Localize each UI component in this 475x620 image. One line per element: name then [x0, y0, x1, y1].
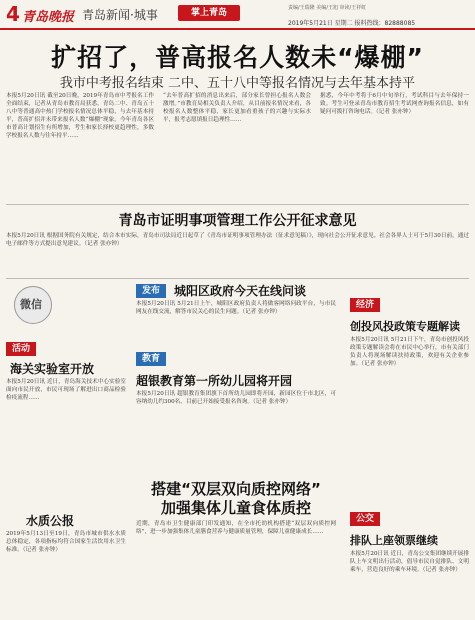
- wechat-label: 微信: [20, 298, 42, 311]
- event-body: 本报5月20日讯 近日，青岛海关技术中心实验室面向市民开放，市民可现场了解进出口商品检验检疫流程……: [6, 379, 126, 401]
- mid-body-2: 本报5月20日讯 超银教育集团旗下首所幼儿园即将开园，新园区位于市北区，可容纳幼儿约300名，目前已开始接受报名咨询。（记者 张亦钟）: [136, 391, 336, 405]
- bus-tag: 公交: [350, 512, 380, 526]
- right-title-2: 排队上座领票继续: [350, 534, 438, 547]
- edu-tag: 教育: [136, 352, 166, 366]
- second-headline: 青岛市证明事项管理工作公开征求意见: [118, 213, 357, 229]
- mid-title-3: 搭建“双层双向质控网络”: [151, 480, 321, 498]
- water-body: 2019年5月13日至19日，青岛市城市供水水质总体稳定，各项指标均符合国家生活饮用水卫生标准。（记者 张亦钟）: [6, 531, 126, 553]
- right-body-2: 本报5月20日讯 近日，青岛公交集团继续开展排队上车文明出行活动，倡导市民自觉排队、文明乘车，营造良好的乘车环境。（记者 张亦钟）: [350, 551, 469, 573]
- second-body: 本报5月20日讯 根据国务院有关规定，结合本市实际，青岛市司法局近日起草了《青岛市证明事项管理办法（征求意见稿）》，现向社会公开征求意见。社会各界人士可于5月30日前，通过电子邮件等方式提出意见建议。（记者 张亦钟）: [6, 233, 469, 247]
- lead-subhead: 我市中考报名结束 二中、五十八中等报名情况与去年基本持平: [59, 76, 416, 91]
- header-rule: [0, 28, 475, 30]
- app-button[interactable]: 掌上青岛: [178, 5, 240, 21]
- mid-title-2: 超银教育第一所幼儿园将开园: [136, 374, 293, 388]
- mid-body-1: 本报5月20日讯 5月21日上午，城阳区政府负责人将做客网络问政平台，与市民网友在线交流，解答市民关心的民生问题。（记者 张亦钟）: [136, 301, 336, 315]
- page-header: [0, 0, 475, 30]
- divider: [6, 278, 469, 279]
- wechat-ad[interactable]: [6, 282, 56, 338]
- event-title: 海关实验室开放: [10, 362, 95, 376]
- lead-column-2: “去年普高扩招的消息出来后，部分家长曾担心报名人数会激增。”市教育局相关负责人介绍，从目前报名情况来看，各校报名人数整体平稳，家长更加看重孩子的兴趣与实际水平，报考志愿填报日趋理性……: [163, 93, 311, 123]
- paper-name: 青岛晚报: [22, 10, 75, 25]
- section-title: 青岛新闻·城事: [82, 8, 158, 22]
- economy-tag: 经济: [350, 298, 380, 312]
- lead-headline: 扩招了，普高报名人数未“爆棚”: [51, 43, 424, 72]
- release-tag: 发布: [136, 284, 166, 298]
- lead-column-1: 本报5月20日讯 截至20日晚，2019年青岛市中考报名工作全面结束，记者从青岛市教育局获悉，青岛二中、青岛五十八中等普通高中热门学校报名情况总体平稳，与去年基本持平，普高扩招并未带来报名人数“爆棚”现象。今年青岛各区市普高计划招生有所增加，考生和家长择校更趋理性，多数学校报名人数与往年持平……: [6, 93, 154, 139]
- mid-title-1: 城阳区政府今天在线问谈: [174, 284, 307, 298]
- date-line: 2019年5月21日 星期二 报料热线：82888085: [288, 20, 416, 27]
- divider: [6, 204, 469, 205]
- right-title-1: 创投风投政策专题解读: [350, 320, 460, 333]
- lead-column-3: 据悉，今年中考将于6月中旬举行，考试科目与去年保持一致。考生可登录青岛市教育招生考试网查询报名信息，如有疑问可拨打咨询电话。（记者 张亦钟）: [320, 93, 469, 115]
- water-title: 水质公报: [26, 514, 75, 528]
- event-tag: 活动: [6, 342, 36, 356]
- editors-line: 责编/王瑞隆 美编/王旭 审读/王祥虹: [288, 5, 367, 11]
- mid-body-3: 近期，青岛市卫生健康部门印发通知，在全市托幼机构搭建“双层双向质控网络”，进一步加强集体儿童膳食营养与健康质量管理，保障儿童健康成长……: [136, 521, 336, 535]
- page-number: 4: [6, 2, 20, 26]
- right-body-1: 本报5月20日讯 5月21日下午，青岛市创投风投政策专题解读会将在市民中心举行，市有关部门负责人将现场解读扶持政策，欢迎有关企业参加。（记者 张亦钟）: [350, 337, 469, 367]
- mid-title-3b: 加强集体儿童食体质控: [160, 499, 311, 517]
